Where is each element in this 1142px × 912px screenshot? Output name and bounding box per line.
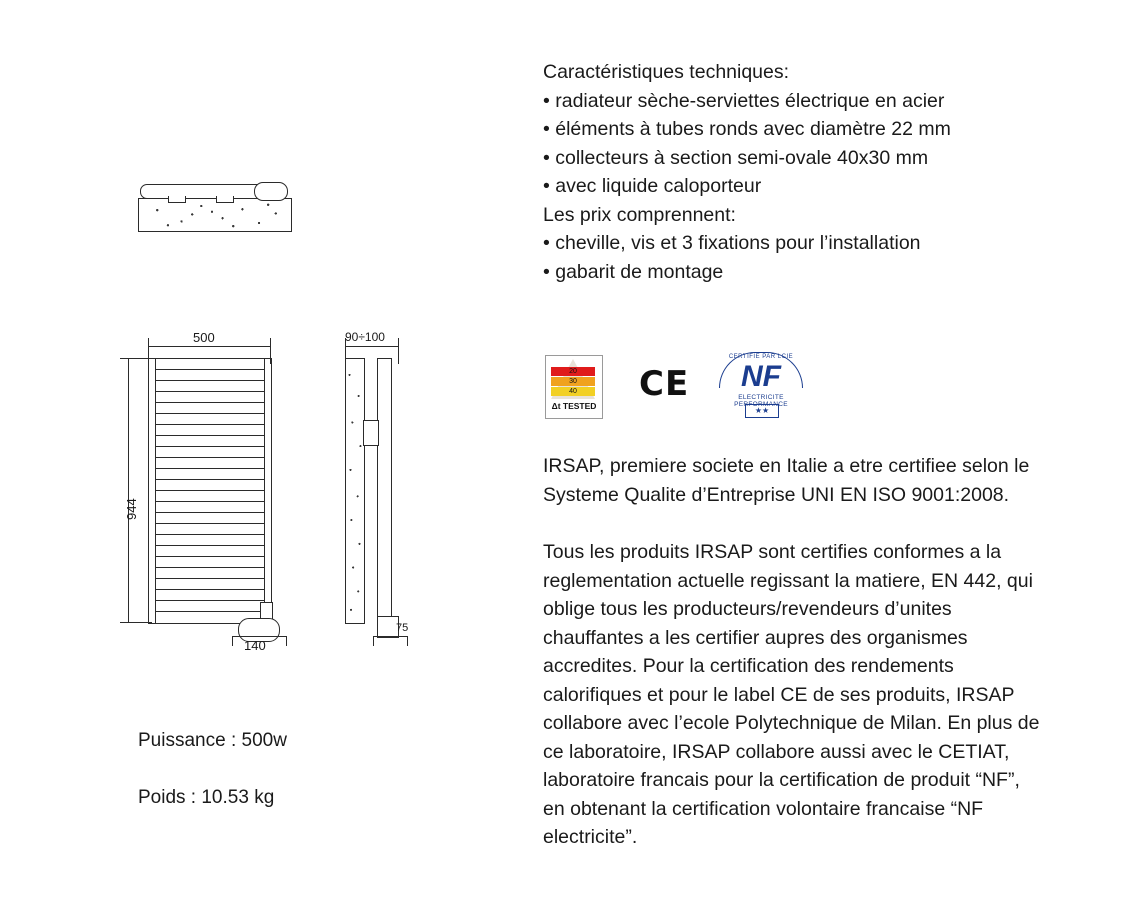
- towel-rail-rung: [155, 600, 265, 601]
- dim-label-140: 140: [244, 638, 266, 653]
- certification-logos: [543, 350, 843, 420]
- ext-line-140-left: [232, 636, 233, 646]
- front-rail-left: [155, 359, 156, 623]
- top-view-drawing: [130, 170, 295, 238]
- iso-certification-block: [543, 452, 1123, 509]
- ext-line-75-left: [373, 636, 374, 646]
- cert-line: Tous les produits IRSAP sont certifies conformes a la: [543, 541, 1002, 563]
- wall-connector: [363, 420, 379, 446]
- dim-line-944: [128, 358, 129, 622]
- towel-rail-rung: [155, 512, 265, 513]
- cert-line: collabore avec l’ecole Polytechnique de Milan. En plus de: [543, 712, 1040, 734]
- dim-line-500: [148, 346, 270, 347]
- cert-line: accredites. Pour la certification des rendements: [543, 655, 954, 677]
- weight-spec-label: Poids : 10.53 kg: [138, 787, 275, 808]
- dim-label-75: 75: [396, 622, 409, 634]
- technical-features-block: [543, 58, 1113, 286]
- towel-rail-rung: [155, 501, 265, 502]
- towel-rail-rung: [155, 369, 265, 370]
- towel-rail-rung: [155, 391, 265, 392]
- features-heading: Caractéristiques techniques:: [543, 61, 790, 83]
- towel-rail-rung: [155, 479, 265, 480]
- delta-t-tested-icon: [545, 355, 603, 419]
- ext-line-944-top: [120, 358, 152, 359]
- front-view-drawing: [148, 358, 272, 624]
- wall-bracket-right: [216, 196, 234, 203]
- towel-rail-rung: [155, 567, 265, 568]
- towel-rail-rung: [155, 556, 265, 557]
- dim-line-depth: [345, 346, 398, 347]
- wall-section-hatched: [345, 358, 365, 624]
- certification-text-block: [543, 538, 1123, 852]
- delta-t-bands: [551, 359, 595, 399]
- cert-line: oblige tous les producteurs/revendeurs d’unites: [543, 598, 952, 620]
- cert-line: ce laboratoire, IRSAP collabore aussi avec le CETIAT,: [543, 740, 1010, 763]
- wall-bracket-left: [168, 196, 186, 203]
- towel-rail-rung: [155, 468, 265, 469]
- dim-label-500: 500: [193, 330, 215, 345]
- towel-rail-rung: [155, 413, 265, 414]
- cert-line: calorifiques et pour le label CE de ses produits, IRSAP: [543, 683, 1015, 706]
- towel-rail-rung: [155, 446, 265, 447]
- price-item: • gabarit de montage: [543, 260, 724, 283]
- front-valve-assembly: [236, 602, 280, 640]
- feature-item: • éléments à tubes ronds avec diamètre 22 mm: [543, 118, 951, 140]
- iso-line: IRSAP, premiere societe en Italie a etre certifiee selon le: [543, 455, 1030, 477]
- towel-rail-rung: [155, 457, 265, 458]
- feature-item: • avec liquide caloporteur: [543, 175, 762, 197]
- nf-stars: ★★: [745, 404, 779, 418]
- wall-plate-hatched: [138, 198, 292, 232]
- price-heading: Les prix comprennent:: [543, 203, 736, 226]
- delta-t-band-40: 40: [551, 387, 595, 396]
- ext-line-500-right: [270, 338, 271, 364]
- ext-line-944-bottom: [120, 622, 152, 623]
- price-item: • cheville, vis et 3 fixations pour l’installation: [543, 232, 921, 254]
- cert-line: laboratoire francais pour la certification de produit “NF”,: [543, 769, 1020, 791]
- towel-rail-rung: [155, 545, 265, 546]
- towel-rail-rung: [155, 523, 265, 524]
- towel-rail-rung: [155, 402, 265, 403]
- feature-item: • collecteurs à section semi-ovale 40x30 mm: [543, 146, 929, 169]
- towel-rail-rung: [155, 435, 265, 436]
- delta-t-caption: Δt TESTED: [551, 401, 597, 411]
- product-description-column: [543, 0, 1123, 912]
- power-spec-label: Puissance : 500w: [138, 730, 287, 751]
- delta-t-band-30: 30: [551, 377, 595, 386]
- top-tube: [140, 184, 270, 199]
- towel-rail-rung: [155, 589, 265, 590]
- towel-rail-rung: [155, 380, 265, 381]
- towel-rail-rung: [155, 534, 265, 535]
- ext-line-500-left: [148, 338, 149, 364]
- dim-line-140: [232, 636, 286, 637]
- top-tube-cap: [254, 182, 288, 201]
- nf-mark-icon: [715, 350, 807, 418]
- ext-line-depth-right: [398, 338, 399, 364]
- side-body-profile: [377, 358, 392, 624]
- ext-line-75-right: [407, 636, 408, 646]
- towel-rail-rung: [155, 578, 265, 579]
- iso-line: Systeme Qualite d’Entreprise UNI EN ISO 9001:2008.: [543, 483, 1010, 506]
- cert-line: reglementation actuelle regissant la matiere, EN 442, qui: [543, 569, 1033, 592]
- ext-line-140-right: [286, 636, 287, 646]
- side-view-drawing: [345, 358, 400, 622]
- cert-line: chauffantes a les certifier aupres des organismes: [543, 626, 968, 649]
- nf-subtitle: ELECTRICITE PERFORMANCE: [734, 394, 788, 408]
- nf-letters: NF: [741, 360, 781, 393]
- ce-mark-icon: CE: [639, 364, 690, 404]
- front-rail-right: [264, 359, 265, 623]
- dim-line-75: [373, 636, 407, 637]
- cert-line: en obtenant la certification volontaire francaise “NF: [543, 797, 984, 820]
- nf-arc-text: CERTIFIE PAR LCIE: [728, 354, 794, 360]
- dim-label-944: 944: [124, 498, 139, 520]
- cert-line: electricite”.: [543, 826, 638, 848]
- towel-rail-rung: [155, 490, 265, 491]
- towel-rail-rung: [155, 424, 265, 425]
- dim-label-depth: 90÷100: [345, 330, 385, 344]
- feature-item: • radiateur sèche-serviettes électrique en acier: [543, 89, 945, 112]
- delta-t-band-20: 20: [551, 367, 595, 376]
- technical-drawing-column: [0, 0, 520, 912]
